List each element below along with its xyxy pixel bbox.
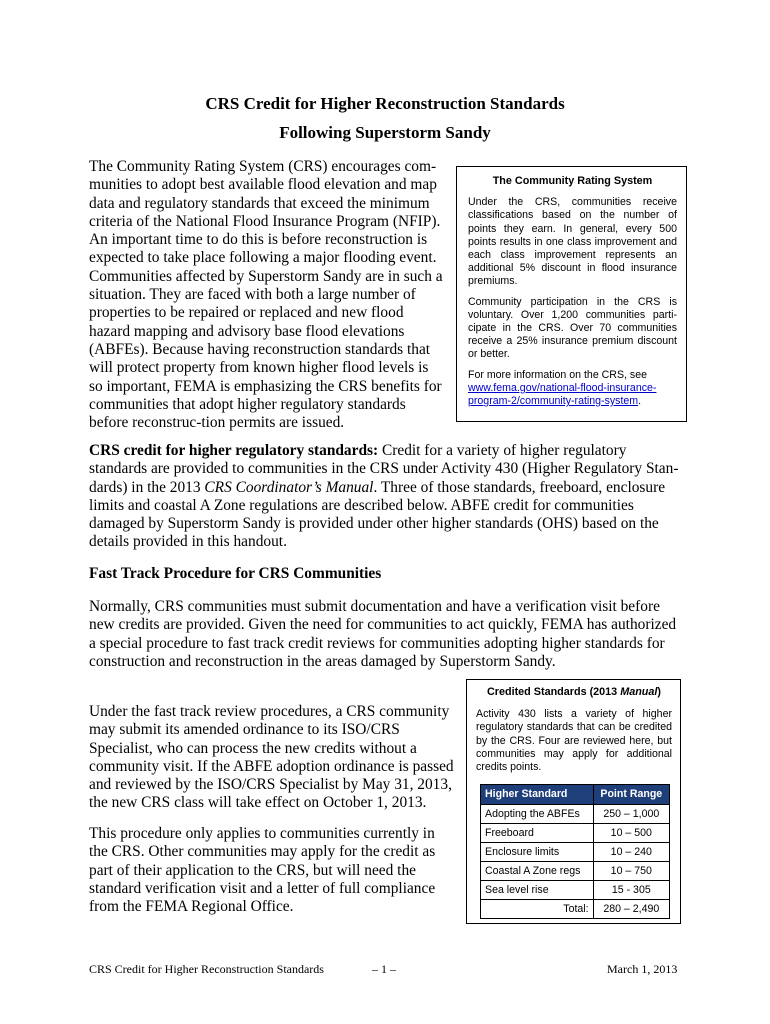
table-row	[481, 862, 670, 881]
credit-text-a: Credit for a variety of higher regulatory standards are provided to communities in the CRS under Activity 430 (Higher Regulatory Stan-dards) in the 2013	[89, 442, 679, 496]
standards-heading-text: Credited Standards (2013	[486, 686, 621, 698]
points-cell: 10 – 240	[593, 843, 669, 862]
table-row	[481, 881, 670, 900]
table-total-row	[481, 900, 670, 919]
standards-box-text: Activity 430 lists a variety of higher regulatory standards that can be credited by the CRS. Four are reviewed here, but communities may apply for additional credits points.	[476, 708, 672, 774]
intro-paragraph: The Community Rating System (CRS) encourages com-munities to adopt best available flood elevation and map data and regulatory standards that exceed the minimum criteria of the National Flood Insurance Program (NFIP). An important time to do this is before reconstruction is expected to take place following a major flooding event. Communities affected by Superstorm Sandy are in such a situation. They are faced with both a large number of properties to be repaired or replaced and new flood hazard mapping and advisory base flood elevations (ABFEs). Because having reconstruction standards that will protect property from known higher flood levels is so important, FEMA is emphasizing the CRS benefits for communities that adopt higher regulatory standards before reconstruc-tion permits are issued.	[89, 158, 443, 432]
total-label: Total:	[481, 900, 594, 919]
credited-standards-box	[466, 679, 681, 924]
table-row	[481, 843, 670, 862]
crs-box-paragraph-more-info	[468, 369, 677, 409]
footer-date: March 1, 2013	[607, 962, 678, 976]
points-cell: 250 – 1,000	[593, 805, 669, 824]
procedure-applies-paragraph: This procedure only applies to communities currently in the CRS. Other communities may apply for the credit as part of their application to the CRS, but will need the standard verification visit and a letter of full compliance from the FEMA Regional Office.	[89, 825, 436, 916]
standard-cell: Freeboard	[481, 824, 594, 843]
crs-box-paragraph-participation: Community participation in the CRS is voluntary. Over 1,200 communities parti-cipate in the CRS. Over 70 communities receive a 25% insurance premium discount or better.	[468, 295, 677, 361]
standards-heading-manual: Manual	[620, 686, 658, 698]
col-point-range: Point Range	[593, 785, 669, 805]
document-subtitle: Following Superstorm Sandy	[279, 123, 491, 142]
points-cell: 10 – 500	[593, 824, 669, 843]
document-title: CRS Credit for Higher Reconstruction Standards	[205, 94, 565, 113]
normal-procedure-text: Normally, CRS communities must submit documentation and have a verification visit before new credits are provided. Given the need for communities to act quickly, FEMA has authorized a special procedure to fast track credit reviews for communities adopting higher standards for construction and reconstruction in the areas damaged by Superstorm Sandy.	[89, 598, 677, 670]
fast-track-paragraph: Under the fast track review procedures, a CRS community may submit its amended ordinance to its ISO/CRS Specialist, who can process the new credits without a community visit. If the ABFE adoption ordinance is passed and reviewed by the ISO/CRS Specialist by May 31, 2013, the new CRS class will take effect on October 1, 2013.	[89, 703, 454, 812]
standards-table-header	[481, 785, 670, 805]
coordinator-manual-title: CRS Coordinator’s Manual	[204, 478, 374, 496]
crs-info-link[interactable]: www.fema.gov/national-flood-insurance-program-2/community-rating-system	[468, 381, 657, 408]
more-info-prefix: For more information on the CRS, see	[468, 368, 647, 381]
table-row	[481, 805, 670, 824]
standards-table	[480, 784, 670, 919]
standard-cell: Enclosure limits	[481, 843, 594, 862]
credit-paragraph	[89, 442, 679, 552]
points-cell: 10 – 750	[593, 862, 669, 881]
standard-cell: Sea level rise	[481, 881, 594, 900]
footer-title: CRS Credit for Higher Reconstruction Standards	[89, 962, 324, 976]
fast-track-heading: Fast Track Procedure for CRS Communities	[89, 565, 382, 582]
crs-box-heading: The Community Rating System	[492, 175, 653, 187]
standard-cell: Coastal A Zone regs	[481, 862, 594, 881]
credit-text-b: . Three of those standards, freeboard, enclosure limits and coastal A Zone regulations are described below. ABFE credit for communities damaged by Superstorm Sandy is provided under other higher standards (OHS) based on the details provided in this handout.	[89, 478, 666, 551]
points-cell: 15 - 305	[593, 881, 669, 900]
standard-cell: Adopting the ABFEs	[481, 805, 594, 824]
standards-box-heading	[476, 686, 672, 699]
table-row	[481, 824, 670, 843]
more-info-suffix: .	[638, 395, 642, 408]
total-points: 280 – 2,490	[593, 900, 669, 919]
col-higher-standard: Higher Standard	[481, 785, 594, 805]
crs-box-paragraph-classes: Under the CRS, communities receive classifications based on the number of points they earn. In general, every 500 points results in one class improvement and each class improvement represents an additional 5% discount in flood insurance premiums.	[468, 196, 677, 288]
standards-heading-close: )	[657, 686, 662, 698]
crs-info-box	[456, 166, 687, 422]
footer-page-number: – 1 –	[372, 962, 396, 976]
credit-lead: CRS credit for higher regulatory standards:	[89, 442, 379, 459]
